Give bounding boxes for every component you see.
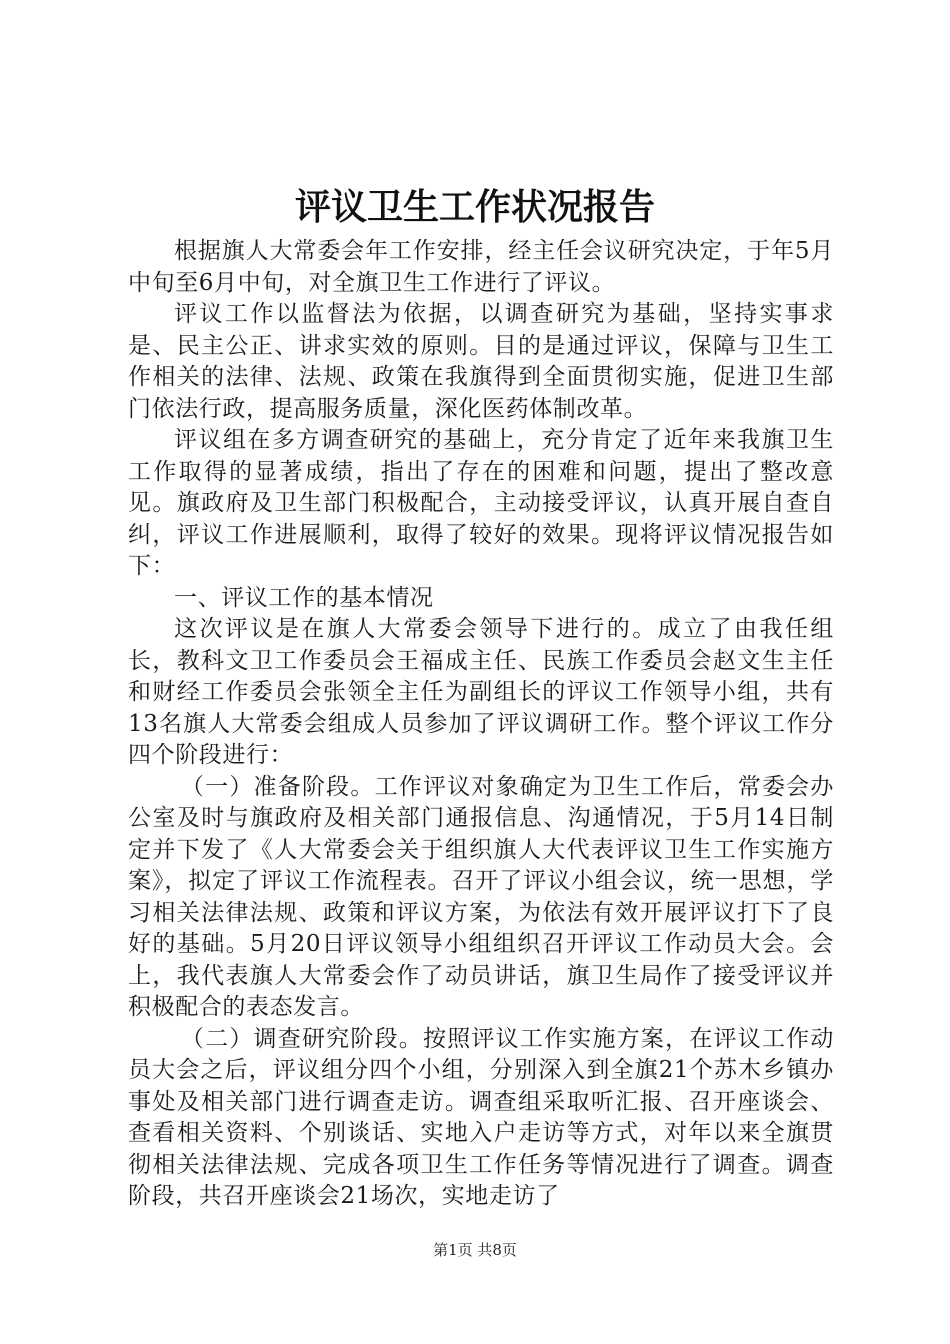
paragraph-summary: 评议组在多方调查研究的基础上，充分肯定了近年来我旗卫生工作取得的显著成绩，指出了存在的困难和问题，提出了整改意见。旗政府及卫生部门积极配合，主动接受评议，认真开展自查自纠，评议工作进展顺利，取得了较好的效果。现将评议情况报告如下： xyxy=(128,427,834,579)
paragraph-investigation-stage: （二）调查研究阶段。按照评议工作实施方案，在评议工作动员大会之后，评议组分四个小组，分别深入到全旗21个苏木乡镇办事处及相关部门进行调查走访。调查组采取听汇报、召开座谈会、查看相关资料、个别谈话、实地入户走访等方式，对年以来全旗贯彻相关法律法规、完成各项卫生工作任务等情况进行了调查。调查阶段，共召开座谈会21场次，实地走访了 xyxy=(128,1025,834,1209)
document-title: 评议卫生工作状况报告 xyxy=(294,186,655,228)
paragraph-organization: 这次评议是在旗人大常委会领导下进行的。成立了由我任组长，教科文卫工作委员会王福成主任、民族工作委员会赵文生主任和财经工作委员会张领全主任为副组长的评议工作领导小组，共有13名旗人大常委会组成人员参加了评议调研工作。整个评议工作分四个阶段进行： xyxy=(128,616,834,768)
section-heading-basic-situation: 一、评议工作的基本情况 xyxy=(174,584,434,611)
paragraph-intro: 根据旗人大常委会年工作安排，经主任会议研究决定，于年5月中旬至6月中旬，对全旗卫生工作进行了评议。 xyxy=(128,238,834,296)
document-body xyxy=(128,236,834,1213)
page-number-footer: 第1页 共8页 xyxy=(433,1241,517,1259)
paragraph-preparation-stage: （一）准备阶段。工作评议对象确定为卫生工作后，常委会办公室及时与旗政府及相关部门通报信息、沟通情况，于5月14日制定并下发了《人大常委会关于组织旗人大代表评议卫生工作实施方案》，拟定了评议工作流程表。召开了评议小组会议，统一思想，学习相关法律法规、政策和评议方案，为依法有效开展评议打下了良好的基础。5月20日评议领导小组组织召开评议工作动员大会。会上，我代表旗人大常委会作了动员讲话，旗卫生局作了接受评议并积极配合的表态发言。 xyxy=(128,773,834,1020)
paragraph-purpose: 评议工作以监督法为依据，以调查研究为基础，坚持实事求是、民主公正、讲求实效的原则。目的是通过评议，保障与卫生工作相关的法律、法规、政策在我旗得到全面贯彻实施，促进卫生部门依法行政，提高服务质量，深化医药体制改革。 xyxy=(128,301,834,422)
